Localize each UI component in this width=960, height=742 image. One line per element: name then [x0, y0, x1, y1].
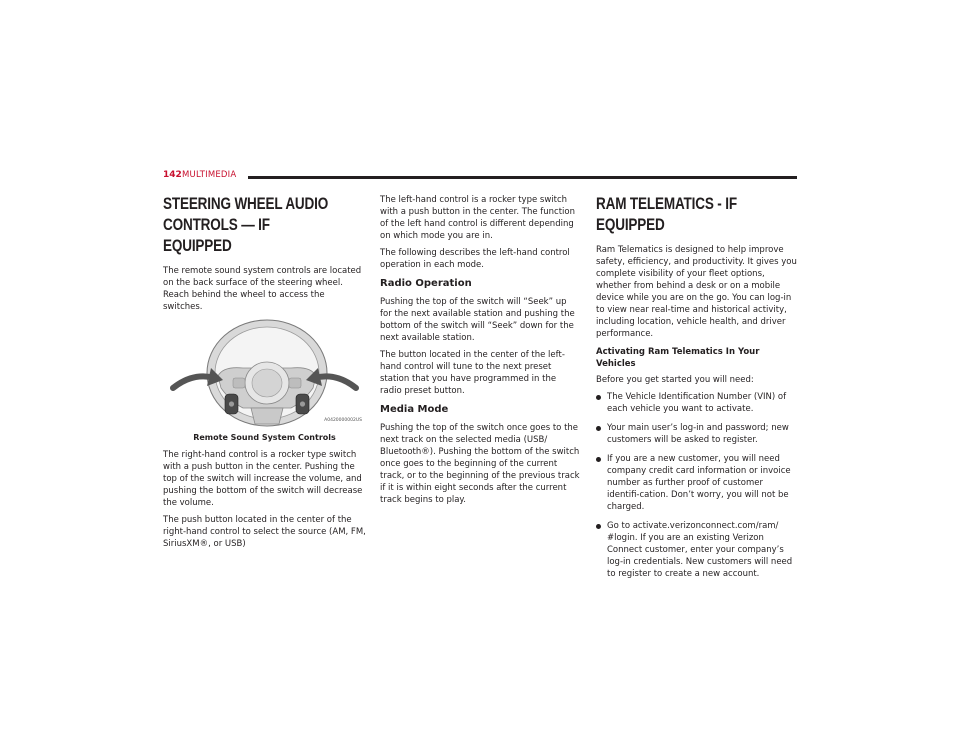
- steering-wheel-figure: [163, 318, 366, 430]
- section-title: MULTIMEDIA: [182, 170, 237, 180]
- list-item: The Vehicle Identification Number (VIN) of each vehicle you want to activate.: [596, 391, 797, 415]
- radio-preset-paragraph: The button located in the center of the left-hand control will tune to the next preset station that you have programmed in the radio preset button.: [380, 350, 565, 396]
- activating-subheading: Activating Ram Telematics In Your Vehicles: [596, 347, 760, 369]
- bullet-icon: [596, 457, 601, 462]
- media-mode-heading: Media Mode: [380, 404, 449, 415]
- bullet-icon: [596, 426, 601, 431]
- figure-caption: Remote Sound System Controls: [193, 433, 336, 442]
- intro-paragraph: The remote sound system controls are located on the back surface of the steering wheel. Reach behind the wheel to access the switches.: [163, 266, 362, 312]
- figure-id: A0420000002US: [324, 418, 362, 423]
- requirements-lead: Before you get started you will need:: [596, 375, 754, 385]
- steering-wheel-controls-heading: [163, 194, 366, 257]
- ram-telematics-heading: RAM TELEMATICS - IF EQUIPPED: [596, 195, 737, 234]
- radio-operation-heading: Radio Operation: [380, 278, 472, 289]
- heading-line-2: EQUIPPED: [163, 237, 232, 255]
- column-middle: [380, 194, 580, 511]
- header-rule: [248, 176, 797, 179]
- heading-line-1: STEERING WHEEL AUDIO CONTROLS — IF: [163, 195, 329, 234]
- left-control-paragraph: The left-hand control is a rocker type switch with a push button in the center. The function of the left hand control is different depending on which mode you are in.: [380, 195, 575, 241]
- page-number: 142: [163, 170, 182, 180]
- radio-seek-paragraph: Pushing the top of the switch will “Seek” up for the next available station and pushing the bottom of the switch will “Seek” down for the next available station.: [380, 297, 575, 343]
- media-mode-paragraph: Pushing the top of the switch once goes to the next track on the selected media (USB/ Bluetooth®). Pushing the bottom of the switch once goes to the beginning of the current track, or to the beginning of the previous track if it is within eight seconds after the current track begins to play.: [380, 423, 580, 505]
- steering-wheel-illustration: [163, 318, 366, 430]
- mode-description-paragraph: The following describes the left-hand control operation in each mode.: [380, 248, 570, 270]
- list-item: If you are a new customer, you will need company credit card information or invoice number as further proof of customer identifi-cation. Don’t worry, you will not be charged.: [596, 453, 797, 513]
- column-right: [596, 194, 797, 587]
- telematics-intro-paragraph: Ram Telematics is designed to help improve safety, efficiency, and productivity. It gives you complete visibility of your fleet options, whether from behind a desk or on a mobile device while you are on the go. You can log-in to view near real-time and historical activity, including location, vehicle health, and driver performance.: [596, 245, 797, 339]
- list-item: Your main user’s log-in and password; new customers will be asked to register.: [596, 422, 797, 446]
- page-header: [163, 170, 797, 184]
- bullet-icon: [596, 524, 601, 529]
- bullet-icon: [596, 395, 601, 400]
- source-button-paragraph: The push button located in the center of the right-hand control to select the source (AM, FM, SiriusXM®, or USB): [163, 515, 366, 549]
- right-control-paragraph: The right-hand control is a rocker type switch with a push button in the center. Pushing the top of the switch will increase the volume, and pushing the bottom of the switch will decrease the volume.: [163, 450, 363, 508]
- list-item: Go to activate.verizonconnect.com/ram/ #login. If you are an existing Verizon Connect customer, enter your company’s log-in credentials. New customers will need to register to create a new account.: [596, 520, 797, 580]
- column-left: [163, 194, 366, 555]
- requirements-list: [596, 391, 797, 580]
